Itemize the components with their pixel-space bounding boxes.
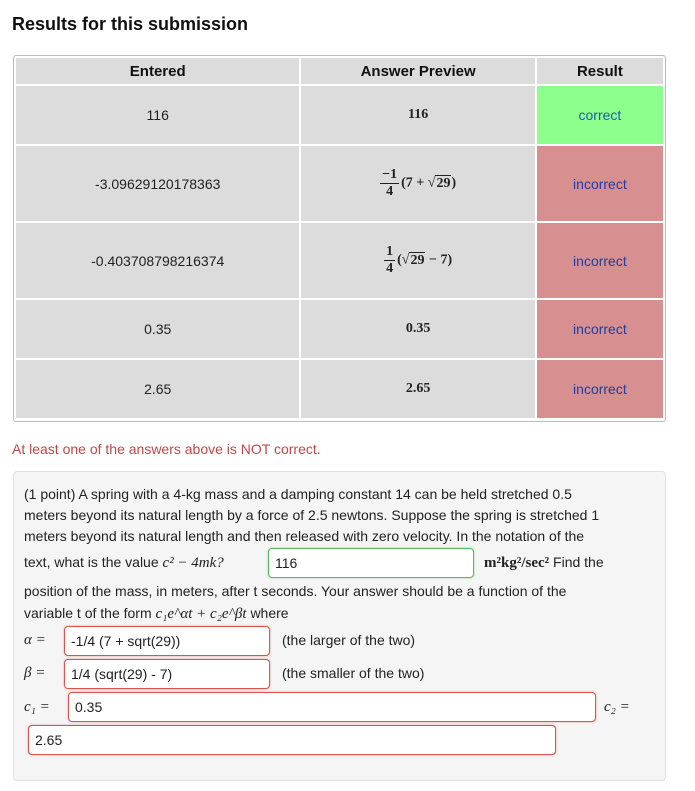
results-table [14, 56, 665, 420]
alpha-label: α = [24, 632, 46, 648]
feedback-message: At least one of the answers above is NOT correct. [12, 441, 321, 457]
problem-text-line: variable t of the form c₁e^αt + c₂e^βt where [24, 605, 289, 622]
units: m²kg²/sec² [484, 555, 550, 571]
table-row [16, 300, 663, 358]
problem-panel [13, 471, 666, 781]
entered-cell: -3.09629120178363 [16, 146, 299, 221]
table-row [16, 146, 663, 221]
math-expression: c₁e^αt + c₂e^βt [155, 606, 247, 622]
entered-cell: 0.35 [16, 300, 299, 358]
c2-label: c₂ = [604, 699, 630, 715]
problem-text-line: (1 point) A spring with a 4-kg mass and a damping constant 14 can be held stretched 0.5 [24, 486, 572, 502]
problem-text-line: meters beyond its natural length and then released with zero velocity. In the notation of the [24, 528, 585, 544]
column-header-result: Result [537, 58, 663, 84]
c1-answer-input[interactable] [68, 692, 596, 722]
preview-cell: 2.65 [301, 360, 534, 418]
problem-text-line: text, what is the value c² − 4mk? [24, 554, 224, 571]
problem-text-line: meters beyond its natural length by a force of 2.5 newtons. Suppose the spring is stretched 1 [24, 507, 600, 523]
result-cell-correct: correct [537, 86, 663, 144]
results-table-container [13, 55, 666, 422]
table-row [16, 86, 663, 144]
entered-cell: 116 [16, 86, 299, 144]
page-title: Results for this submission [12, 14, 249, 34]
units-and-text: m²kg²/sec² Find the [484, 554, 604, 571]
c2-answer-input[interactable] [28, 725, 556, 755]
math-expression: c² − 4mk? [162, 555, 224, 571]
fraction: $\frac{-1}{4}$ [382, 167, 398, 199]
c1-label: c₁ = [24, 699, 50, 715]
column-header-entered: Entered [16, 58, 299, 84]
table-row [16, 223, 663, 298]
entered-cell: -0.403708798216374 [16, 223, 299, 298]
problem-text-line: position of the mass, in meters, after t seconds. Your answer should be a function of the [24, 583, 567, 599]
preview-cell: 0.35 [301, 300, 534, 358]
table-header-row [16, 58, 663, 84]
value-answer-input[interactable] [268, 548, 474, 578]
result-cell-incorrect: incorrect [537, 300, 663, 358]
result-cell-incorrect: incorrect [537, 223, 663, 298]
column-header-preview: Answer Preview [301, 58, 534, 84]
fraction: $\frac{1}{4}$ [386, 244, 394, 276]
table-row [16, 360, 663, 418]
beta-note: (the smaller of the two) [282, 665, 425, 681]
preview-cell: 116 [301, 86, 534, 144]
beta-label: β = [24, 665, 46, 681]
beta-answer-input[interactable] [64, 659, 270, 689]
result-cell-incorrect: incorrect [537, 146, 663, 221]
alpha-note: (the larger of the two) [282, 632, 416, 648]
alpha-answer-input[interactable] [64, 626, 270, 656]
entered-cell: 2.65 [16, 360, 299, 418]
preview-cell: $\frac{1}{4}$ (√29 − 7) [301, 223, 534, 298]
result-cell-incorrect: incorrect [537, 360, 663, 418]
preview-cell: $\frac{-1}{4}$ (7 + √29) [301, 146, 534, 221]
